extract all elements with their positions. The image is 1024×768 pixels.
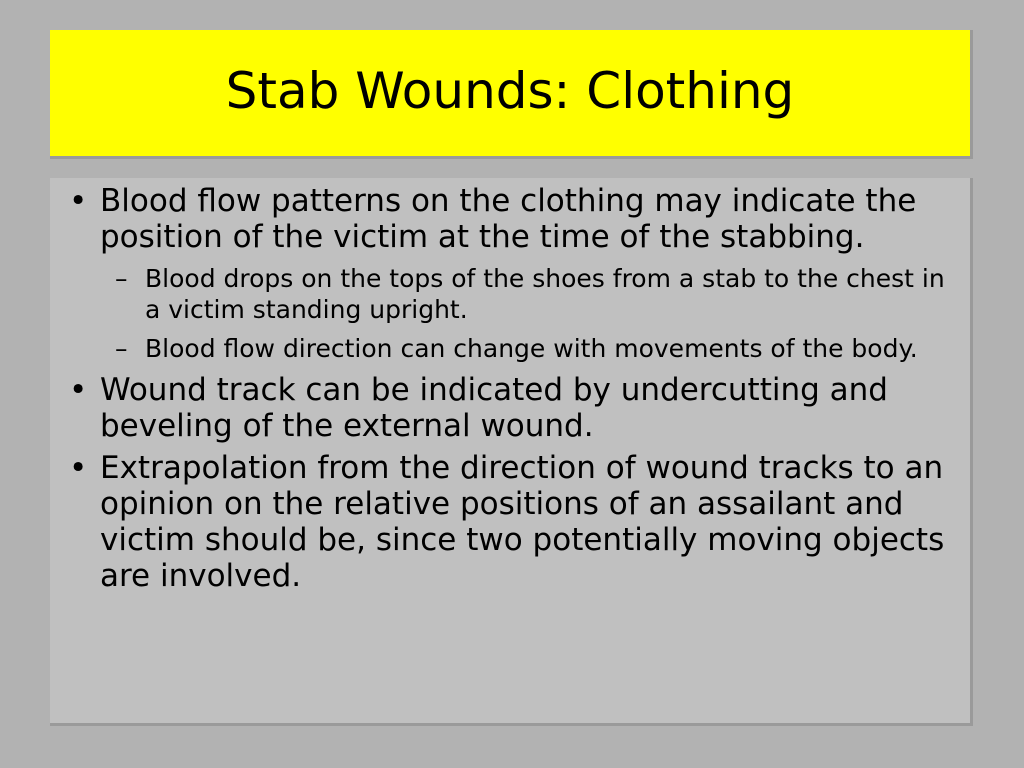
- bullet-text: Extrapolation from the direction of wound tracks to an opinion on the relative positions of an assailant and victim should be, since two potentially moving objects are involved.: [100, 450, 945, 594]
- sub-bullet-item-2: [100, 333, 960, 364]
- bullet-item-1: [60, 183, 960, 364]
- sub-bullet-text: Blood flow direction can change with movements of the body.: [145, 334, 918, 363]
- bullet-marker: •: [69, 183, 88, 219]
- sub-bullet-list: [100, 263, 960, 364]
- sub-bullet-text: Blood drops on the tops of the shoes from a stab to the chest in a victim standing upright.: [145, 264, 945, 324]
- content-panel: [50, 178, 973, 726]
- slide-title: Stab Wounds: Clothing: [225, 62, 795, 120]
- bullet-text: Wound track can be indicated by undercutting and beveling of the external wound.: [100, 372, 888, 444]
- bullet-marker: •: [69, 372, 88, 408]
- bullet-item-3: [60, 450, 960, 594]
- sub-bullet-marker: –: [115, 334, 128, 363]
- title-banner: [50, 30, 973, 159]
- bullet-marker: •: [69, 450, 88, 486]
- sub-bullet-marker: –: [115, 264, 128, 293]
- bullet-list: [60, 183, 960, 600]
- bullet-text: Blood flow patterns on the clothing may indicate the position of the victim at the time of the stabbing.: [100, 183, 917, 255]
- sub-bullet-item-1: [100, 263, 960, 325]
- bullet-item-2: [60, 372, 960, 444]
